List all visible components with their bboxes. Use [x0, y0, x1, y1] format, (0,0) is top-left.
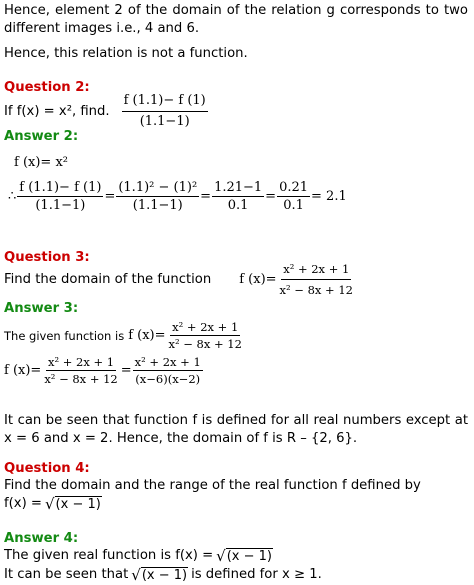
- answer-4-line-2-pre: It can be seen that: [4, 567, 129, 582]
- question-4-text: Find the domain and the range of the real function f defined by: [4, 478, 421, 493]
- intro-paragraph: [4, 2, 468, 38]
- step-1-fraction: [17, 180, 103, 213]
- question-4-function: [4, 495, 102, 513]
- answer-3-numerator-3: x² + 2x + 1: [134, 355, 201, 369]
- step-4-numerator: 0.21: [279, 180, 309, 195]
- answer-3-fraction-2: [42, 355, 119, 386]
- answer-4-given: [4, 547, 273, 565]
- sqrt-symbol: √: [216, 547, 226, 565]
- answer-2-result: = 2.1: [311, 189, 347, 204]
- answer-3-conclusion: [4, 412, 468, 448]
- question-3-prompt: [4, 260, 356, 299]
- answer-3-fx-2: f (x)=: [4, 363, 42, 378]
- answer-3-given-text: The given function is: [4, 328, 125, 343]
- sqrt-radicand: (x − 1): [55, 497, 101, 512]
- answer-3-denominator: x² − 8x + 12: [168, 337, 242, 351]
- sqrt-expression: [45, 496, 102, 512]
- step-4-fraction: [277, 180, 310, 213]
- intro-text-1: Hence, element 2 of the domain of the relation g corresponds to two different images i.e., 4 and 6.: [4, 3, 468, 36]
- answer-3-heading: Answer 3:: [4, 301, 79, 316]
- answer-3-numerator-2: x² + 2x + 1: [47, 355, 115, 369]
- step-2-denominator: (1.1−1): [132, 198, 183, 213]
- intro-paragraph-2: [4, 45, 248, 63]
- sqrt-expression: [216, 548, 273, 564]
- sqrt-radicand: (x − 1): [226, 549, 272, 564]
- question-4-heading: Question 4:: [4, 461, 90, 476]
- question-2-prompt: [4, 92, 209, 131]
- answer-3-fx: f (x)=: [128, 328, 166, 343]
- answer-3-factored: [4, 355, 204, 386]
- answer-4-given-text: The given real function is f(x) =: [4, 548, 214, 563]
- equals-sign: =: [200, 189, 212, 204]
- step-2-numerator: (1.1)² − (1)²: [118, 180, 198, 195]
- sqrt-symbol: √: [131, 566, 141, 584]
- answer-4-heading: Answer 4:: [4, 531, 79, 546]
- equals-sign: =: [104, 189, 116, 204]
- question-3-fraction: [278, 260, 355, 299]
- answer-2-line-1: [14, 155, 68, 170]
- question-4-prompt: [4, 477, 468, 495]
- step-2-fraction: [116, 180, 199, 213]
- sqrt-radicand: (x − 1): [141, 568, 188, 583]
- step-3-numerator: 1.21−1: [214, 180, 263, 195]
- answer-3-conclusion-text: It can be seen that function f is defined for all real numbers except at x = 6 and x = 2. Hence, the domain of f is R – {2, 6}.: [4, 413, 468, 446]
- answer-3-given: [4, 320, 245, 351]
- question-4-fx: f(x) =: [4, 496, 42, 511]
- step-3-denominator: 0.1: [227, 198, 249, 213]
- answer-2-heading: Answer 2:: [4, 129, 79, 144]
- function-definition: f (x)= x²: [14, 155, 68, 170]
- question-3-fx: f (x)=: [239, 271, 277, 287]
- answer-3-fraction: [167, 320, 244, 351]
- question-3-denominator: x² − 8x + 12: [279, 283, 353, 297]
- answer-2-computation: [8, 180, 347, 213]
- question-3-heading: Question 3:: [4, 250, 90, 265]
- question-2-heading: Question 2:: [4, 80, 90, 95]
- step-1-denominator: (1.1−1): [35, 198, 86, 213]
- fraction-numerator: f (1.1)− f (1): [122, 92, 208, 112]
- answer-3-denominator-3: (x−6)(x−2): [135, 372, 201, 386]
- equals-sign: =: [265, 189, 277, 204]
- intro-text-2: Hence, this relation is not a function.: [4, 46, 248, 61]
- therefore-symbol: ∴: [8, 189, 17, 204]
- sqrt-symbol: √: [44, 495, 55, 513]
- sqrt-expression: [131, 567, 188, 583]
- question-3-text: Find the domain of the function: [4, 271, 212, 287]
- step-3-fraction: [212, 180, 264, 213]
- answer-4-line-2: [4, 566, 322, 584]
- answer-3-fraction-3: [133, 355, 203, 386]
- question-2-fraction: [122, 92, 208, 131]
- fraction-denominator: (1.1−1): [139, 114, 190, 129]
- answer-3-denominator-2: x² − 8x + 12: [44, 372, 118, 386]
- step-1-numerator: f (1.1)− f (1): [19, 180, 102, 195]
- question-3-numerator: x² + 2x + 1: [281, 260, 351, 280]
- question-2-text: If f(x) = x², find.: [4, 103, 110, 119]
- answer-3-numerator: x² + 2x + 1: [172, 320, 239, 334]
- equals-sign: =: [120, 363, 132, 378]
- step-4-denominator: 0.1: [283, 198, 304, 213]
- answer-4-line-2-post: is defined for x ≥ 1.: [191, 567, 322, 582]
